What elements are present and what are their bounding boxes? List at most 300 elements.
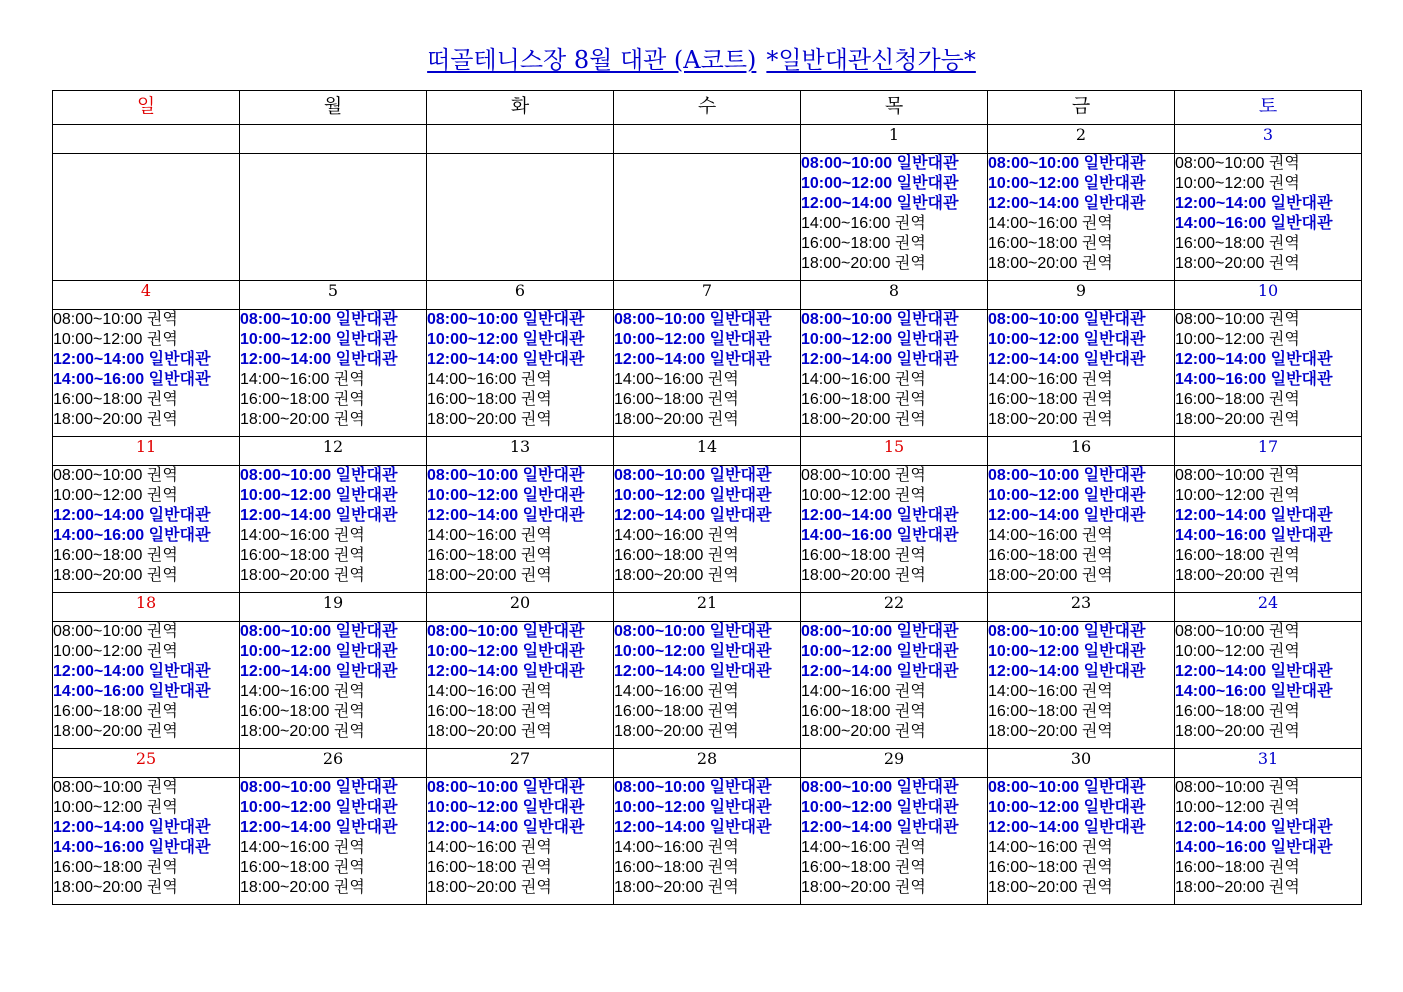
time-slot: [240, 370, 426, 390]
time-slot: [614, 546, 800, 566]
slot-label: 일반대관: [335, 467, 398, 484]
time-slot: [801, 310, 987, 330]
slot-time: 18:00~20:00: [427, 411, 517, 428]
date-row: [53, 749, 1362, 778]
time-slot: [427, 546, 613, 566]
slot-time: 10:00~12:00: [240, 799, 332, 816]
day-cell: [53, 778, 240, 905]
time-slot: [240, 702, 426, 722]
time-slot: [1175, 818, 1361, 838]
time-slot: [614, 682, 800, 702]
slot-time: 08:00~10:00: [1175, 779, 1265, 796]
time-slot: [988, 722, 1174, 742]
time-slot: [801, 566, 987, 586]
weekday-header: 수: [614, 91, 801, 125]
slot-time: 14:00~16:00: [801, 683, 891, 700]
day-cell: [801, 622, 988, 749]
time-slot: [988, 410, 1174, 430]
slot-label: 권역: [333, 391, 365, 408]
day-number: 15: [801, 437, 988, 466]
slot-label: 일반대관: [1270, 507, 1333, 524]
slot-label: 일반대관: [709, 799, 772, 816]
slot-time: 08:00~10:00: [801, 311, 893, 328]
date-row: [53, 125, 1362, 154]
time-slot: [801, 486, 987, 506]
time-slot: [427, 370, 613, 390]
slot-time: 12:00~14:00: [988, 351, 1080, 368]
slot-label: 권역: [1081, 391, 1113, 408]
slot-label: 권역: [333, 703, 365, 720]
time-slot: [988, 154, 1174, 174]
day-cell: [427, 622, 614, 749]
slot-label: 일반대관: [1270, 371, 1333, 388]
time-slot: [240, 778, 426, 798]
slot-time: 16:00~18:00: [240, 859, 330, 876]
slot-label: 권역: [1081, 859, 1113, 876]
slot-label: 일반대관: [148, 839, 211, 856]
day-cell: [1175, 466, 1362, 593]
slot-label: 권역: [146, 567, 178, 584]
slot-label: 권역: [707, 839, 739, 856]
slot-time: 08:00~10:00: [988, 311, 1080, 328]
day-number: 24: [1175, 593, 1362, 622]
calendar-table: [52, 90, 1362, 905]
page-title: [0, 40, 1403, 75]
slot-time: 18:00~20:00: [988, 567, 1078, 584]
time-slot: [427, 818, 613, 838]
time-slot: [1175, 254, 1361, 274]
slot-time: 16:00~18:00: [988, 235, 1078, 252]
slot-time: 08:00~10:00: [240, 779, 332, 796]
day-number: 21: [614, 593, 801, 622]
time-slot: [427, 838, 613, 858]
slot-label: 권역: [894, 467, 926, 484]
time-slot: [1175, 566, 1361, 586]
slot-label: 일반대관: [896, 643, 959, 660]
slot-time: 08:00~10:00: [427, 779, 519, 796]
time-slot: [53, 722, 239, 742]
slot-time: 08:00~10:00: [614, 779, 706, 796]
slot-label: 일반대관: [148, 371, 211, 388]
time-slot: [53, 330, 239, 350]
time-slot: [427, 622, 613, 642]
slot-label: 권역: [707, 879, 739, 896]
slot-label: 일반대관: [335, 819, 398, 836]
time-slot: [801, 174, 987, 194]
slot-label: 일반대관: [522, 487, 585, 504]
slot-label: 권역: [1268, 623, 1300, 640]
time-slot: [53, 818, 239, 838]
time-slot: [240, 858, 426, 878]
slot-label: 권역: [146, 703, 178, 720]
time-slot: [240, 546, 426, 566]
day-number: 11: [53, 437, 240, 466]
slot-label: 권역: [333, 567, 365, 584]
slot-label: 일반대관: [335, 663, 398, 680]
slot-time: 18:00~20:00: [1175, 255, 1265, 272]
time-slot: [988, 486, 1174, 506]
slot-label: 일반대관: [522, 643, 585, 660]
slot-label: 권역: [146, 879, 178, 896]
time-slot: [53, 370, 239, 390]
slot-time: 12:00~14:00: [614, 351, 706, 368]
slot-time: 10:00~12:00: [1175, 331, 1265, 348]
slot-row: [53, 622, 1362, 749]
slot-label: 권역: [1268, 411, 1300, 428]
time-slot: [53, 526, 239, 546]
slot-label: 일반대관: [1083, 487, 1146, 504]
slot-label: 일반대관: [896, 507, 959, 524]
day-cell: [240, 154, 427, 281]
time-slot: [801, 622, 987, 642]
time-slot: [1175, 174, 1361, 194]
slot-time: 16:00~18:00: [1175, 703, 1265, 720]
time-slot: [988, 778, 1174, 798]
time-slot: [1175, 798, 1361, 818]
slot-time: 14:00~16:00: [427, 839, 517, 856]
slot-label: 권역: [1081, 839, 1113, 856]
day-number: 29: [801, 749, 988, 778]
slot-label: 일반대관: [522, 467, 585, 484]
slot-label: 권역: [146, 311, 178, 328]
slot-label: 일반대관: [522, 779, 585, 796]
time-slot: [427, 858, 613, 878]
time-slot: [427, 350, 613, 370]
slot-label: 일반대관: [896, 799, 959, 816]
slot-label: 일반대관: [148, 819, 211, 836]
slot-time: 12:00~14:00: [53, 507, 145, 524]
slot-label: 권역: [520, 527, 552, 544]
day-cell: [801, 778, 988, 905]
slot-time: 10:00~12:00: [614, 331, 706, 348]
time-slot: [614, 390, 800, 410]
slot-label: 일반대관: [335, 507, 398, 524]
slot-label: 권역: [146, 331, 178, 348]
slot-label: 일반대관: [1270, 527, 1333, 544]
time-slot: [801, 546, 987, 566]
slot-time: 16:00~18:00: [988, 859, 1078, 876]
weekday-header: 목: [801, 91, 988, 125]
slot-time: 14:00~16:00: [988, 371, 1078, 388]
time-slot: [427, 486, 613, 506]
time-slot: [988, 566, 1174, 586]
slot-time: 12:00~14:00: [1175, 195, 1267, 212]
time-slot: [988, 526, 1174, 546]
time-slot: [427, 566, 613, 586]
slot-time: 10:00~12:00: [427, 799, 519, 816]
time-slot: [801, 526, 987, 546]
time-slot: [801, 798, 987, 818]
time-slot: [240, 682, 426, 702]
slot-label: 권역: [1081, 879, 1113, 896]
slot-row: [53, 310, 1362, 437]
slot-time: 10:00~12:00: [53, 487, 143, 504]
day-number: [427, 125, 614, 154]
time-slot: [801, 682, 987, 702]
time-slot: [53, 642, 239, 662]
slot-label: 권역: [707, 567, 739, 584]
slot-time: 18:00~20:00: [53, 879, 143, 896]
slot-time: 16:00~18:00: [1175, 859, 1265, 876]
slot-time: 08:00~10:00: [988, 779, 1080, 796]
slot-label: 권역: [707, 547, 739, 564]
slot-label: 권역: [520, 859, 552, 876]
slot-time: 14:00~16:00: [53, 371, 145, 388]
slot-time: 08:00~10:00: [614, 623, 706, 640]
slot-label: 권역: [333, 839, 365, 856]
slot-time: 14:00~16:00: [614, 371, 704, 388]
slot-time: 12:00~14:00: [1175, 507, 1267, 524]
day-cell: [1175, 778, 1362, 905]
time-slot: [988, 858, 1174, 878]
time-slot: [614, 330, 800, 350]
day-cell: [1175, 310, 1362, 437]
day-cell: [614, 310, 801, 437]
time-slot: [614, 466, 800, 486]
slot-label: 일반대관: [1083, 467, 1146, 484]
slot-time: 18:00~20:00: [240, 567, 330, 584]
day-cell: [53, 154, 240, 281]
time-slot: [614, 622, 800, 642]
slot-time: 10:00~12:00: [53, 331, 143, 348]
time-slot: [801, 214, 987, 234]
date-row: [53, 593, 1362, 622]
day-cell: [988, 154, 1175, 281]
slot-time: 08:00~10:00: [53, 623, 143, 640]
slot-label: 권역: [1081, 567, 1113, 584]
time-slot: [614, 310, 800, 330]
time-slot: [614, 778, 800, 798]
time-slot: [988, 174, 1174, 194]
slot-time: 10:00~12:00: [427, 643, 519, 660]
slot-time: 14:00~16:00: [240, 371, 330, 388]
time-slot: [988, 702, 1174, 722]
slot-time: 12:00~14:00: [427, 819, 519, 836]
time-slot: [801, 410, 987, 430]
time-slot: [614, 662, 800, 682]
day-cell: [240, 622, 427, 749]
slot-time: 12:00~14:00: [53, 819, 145, 836]
slot-time: 14:00~16:00: [988, 683, 1078, 700]
time-slot: [1175, 466, 1361, 486]
slot-time: 10:00~12:00: [1175, 487, 1265, 504]
time-slot: [53, 798, 239, 818]
slot-time: 12:00~14:00: [988, 507, 1080, 524]
slot-time: 12:00~14:00: [988, 819, 1080, 836]
slot-label: 권역: [333, 527, 365, 544]
time-slot: [988, 682, 1174, 702]
slot-time: 12:00~14:00: [614, 663, 706, 680]
slot-time: 18:00~20:00: [427, 723, 517, 740]
slot-label: 일반대관: [1083, 507, 1146, 524]
time-slot: [240, 310, 426, 330]
slot-time: 08:00~10:00: [240, 467, 332, 484]
slot-label: 권역: [894, 411, 926, 428]
time-slot: [1175, 526, 1361, 546]
slot-time: 12:00~14:00: [801, 507, 893, 524]
slot-time: 12:00~14:00: [988, 663, 1080, 680]
slot-label: 일반대관: [709, 643, 772, 660]
slot-time: 12:00~14:00: [427, 351, 519, 368]
slot-label: 일반대관: [896, 195, 959, 212]
day-number: 3: [1175, 125, 1362, 154]
slot-label: 권역: [520, 879, 552, 896]
time-slot: [988, 194, 1174, 214]
slot-time: 10:00~12:00: [1175, 799, 1265, 816]
slot-time: 16:00~18:00: [614, 547, 704, 564]
time-slot: [988, 818, 1174, 838]
time-slot: [53, 546, 239, 566]
day-number: 30: [988, 749, 1175, 778]
slot-label: 일반대관: [896, 175, 959, 192]
time-slot: [801, 722, 987, 742]
slot-label: 권역: [1081, 723, 1113, 740]
slot-time: 14:00~16:00: [614, 839, 704, 856]
slot-label: 일반대관: [896, 155, 959, 172]
slot-time: 12:00~14:00: [1175, 663, 1267, 680]
slot-time: 12:00~14:00: [240, 351, 332, 368]
slot-label: 권역: [1268, 567, 1300, 584]
slot-label: 일반대관: [709, 311, 772, 328]
time-slot: [240, 390, 426, 410]
time-slot: [53, 838, 239, 858]
day-cell: [988, 778, 1175, 905]
slot-label: 권역: [1081, 235, 1113, 252]
day-number: 16: [988, 437, 1175, 466]
slot-time: 10:00~12:00: [240, 331, 332, 348]
time-slot: [801, 330, 987, 350]
slot-time: 16:00~18:00: [240, 391, 330, 408]
time-slot: [1175, 662, 1361, 682]
slot-time: 16:00~18:00: [614, 859, 704, 876]
slot-label: 일반대관: [335, 623, 398, 640]
slot-label: 권역: [894, 567, 926, 584]
slot-time: 18:00~20:00: [988, 255, 1078, 272]
time-slot: [801, 506, 987, 526]
slot-time: 10:00~12:00: [801, 799, 893, 816]
slot-time: 16:00~18:00: [801, 859, 891, 876]
time-slot: [614, 642, 800, 662]
slot-time: 12:00~14:00: [1175, 819, 1267, 836]
day-cell: [614, 466, 801, 593]
time-slot: [614, 486, 800, 506]
time-slot: [614, 818, 800, 838]
slot-label: 권역: [1081, 255, 1113, 272]
time-slot: [240, 486, 426, 506]
slot-time: 08:00~10:00: [988, 623, 1080, 640]
title-main: 떠골테니스장 8월 대관 (A코트): [427, 46, 757, 74]
slot-time: 14:00~16:00: [1175, 371, 1267, 388]
weekday-header: 금: [988, 91, 1175, 125]
time-slot: [53, 662, 239, 682]
time-slot: [988, 466, 1174, 486]
slot-label: 일반대관: [522, 799, 585, 816]
slot-label: 권역: [1081, 527, 1113, 544]
day-cell: [988, 466, 1175, 593]
slot-label: 권역: [707, 527, 739, 544]
time-slot: [427, 466, 613, 486]
slot-time: 12:00~14:00: [427, 507, 519, 524]
time-slot: [53, 858, 239, 878]
time-slot: [614, 370, 800, 390]
slot-time: 12:00~14:00: [240, 663, 332, 680]
day-number: 14: [614, 437, 801, 466]
slot-label: 권역: [520, 683, 552, 700]
slot-time: 18:00~20:00: [1175, 879, 1265, 896]
slot-label: 권역: [146, 799, 178, 816]
time-slot: [1175, 214, 1361, 234]
time-slot: [427, 390, 613, 410]
slot-label: 일반대관: [335, 799, 398, 816]
slot-label: 권역: [1081, 547, 1113, 564]
day-cell: [53, 622, 240, 749]
time-slot: [1175, 350, 1361, 370]
time-slot: [53, 506, 239, 526]
time-slot: [1175, 778, 1361, 798]
slot-label: 권역: [894, 371, 926, 388]
time-slot: [427, 330, 613, 350]
slot-time: 10:00~12:00: [614, 799, 706, 816]
time-slot: [801, 642, 987, 662]
slot-time: 16:00~18:00: [1175, 235, 1265, 252]
slot-time: 18:00~20:00: [988, 879, 1078, 896]
slot-time: 10:00~12:00: [801, 487, 891, 504]
slot-label: 일반대관: [1083, 195, 1146, 212]
slot-time: 10:00~12:00: [988, 799, 1080, 816]
time-slot: [614, 566, 800, 586]
slot-time: 14:00~16:00: [801, 527, 893, 544]
slot-time: 14:00~16:00: [801, 839, 891, 856]
time-slot: [801, 154, 987, 174]
slot-time: 14:00~16:00: [427, 527, 517, 544]
slot-time: 08:00~10:00: [427, 623, 519, 640]
slot-label: 권역: [333, 683, 365, 700]
slot-label: 일반대관: [1270, 683, 1333, 700]
day-cell: [240, 466, 427, 593]
time-slot: [801, 350, 987, 370]
slot-time: 10:00~12:00: [427, 487, 519, 504]
time-slot: [427, 682, 613, 702]
day-number: 4: [53, 281, 240, 310]
slot-time: 18:00~20:00: [53, 723, 143, 740]
slot-time: 16:00~18:00: [801, 703, 891, 720]
slot-label: 권역: [1081, 371, 1113, 388]
slot-time: 16:00~18:00: [801, 547, 891, 564]
slot-label: 권역: [1268, 643, 1300, 660]
slot-label: 권역: [1268, 175, 1300, 192]
slot-time: 08:00~10:00: [988, 467, 1080, 484]
slot-label: 일반대관: [1083, 623, 1146, 640]
day-number: 8: [801, 281, 988, 310]
slot-time: 14:00~16:00: [1175, 527, 1267, 544]
slot-label: 일반대관: [522, 819, 585, 836]
time-slot: [1175, 642, 1361, 662]
slot-time: 10:00~12:00: [801, 643, 893, 660]
slot-label: 일반대관: [522, 351, 585, 368]
slot-label: 권역: [146, 623, 178, 640]
slot-time: 16:00~18:00: [53, 703, 143, 720]
slot-time: 18:00~20:00: [614, 879, 704, 896]
slot-time: 18:00~20:00: [801, 723, 891, 740]
slot-time: 18:00~20:00: [1175, 567, 1265, 584]
slot-label: 권역: [894, 547, 926, 564]
date-row: [53, 437, 1362, 466]
time-slot: [240, 878, 426, 898]
day-cell: [240, 778, 427, 905]
time-slot: [988, 234, 1174, 254]
slot-label: 권역: [707, 723, 739, 740]
slot-label: 권역: [333, 879, 365, 896]
